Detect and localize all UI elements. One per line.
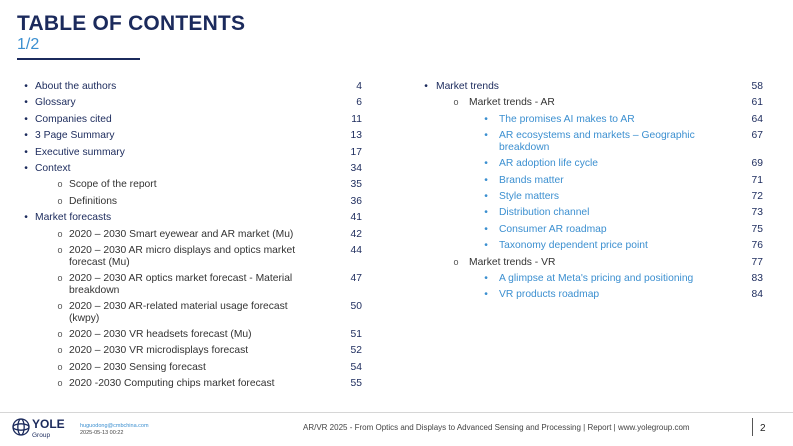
toc-entry-label: About the authors: [35, 81, 117, 92]
toc-entry-label: 2020 – 2030 Sensing forecast: [69, 361, 206, 373]
toc-page-number: 83: [751, 273, 763, 284]
toc-page-number: 58: [751, 81, 763, 92]
toc-bullet: •: [24, 146, 28, 158]
toc-bullet: o: [453, 97, 459, 108]
toc-page-number: 54: [350, 361, 362, 373]
toc-page-number: 67: [751, 130, 763, 142]
toc-bullet: •: [484, 223, 488, 235]
toc-bullet: •: [484, 240, 488, 252]
toc-page-number: 11: [351, 113, 362, 125]
toc-bullet: •: [484, 289, 488, 301]
toc-bullet: o: [57, 329, 63, 339]
toc-entry-label: 2020 – 2030 Smart eyewear and AR market (Mu): [69, 228, 294, 240]
toc-entry-label-cont: breakdown: [69, 285, 120, 296]
toc-bullet: •: [24, 97, 28, 109]
footer-date: 2025-05-13 00:22: [80, 430, 124, 436]
toc-page-number: 55: [350, 378, 362, 390]
toc-page-number: 34: [350, 163, 362, 174]
toc-bullet: •: [484, 207, 488, 219]
toc-entry-label: 2020 -2030 Computing chips market forecast: [69, 378, 275, 390]
toc-bullet: •: [24, 130, 28, 142]
toc-entry-label: 2020 – 2030 AR optics market forecast - Material: [69, 273, 293, 284]
toc-entry-label: Brands matter: [499, 174, 564, 186]
toc-entry-label: Glossary: [35, 97, 76, 109]
toc-entry-label: 2020 – 2030 AR micro displays and optics market: [69, 245, 296, 256]
toc-entry-label: Scope of the report: [69, 179, 157, 191]
page-number: 2: [760, 423, 766, 434]
toc-page-number: 42: [350, 228, 362, 240]
toc-bullet: •: [484, 158, 488, 170]
toc-bullet: •: [24, 113, 28, 125]
toc-entry-label: 2020 – 2030 AR-related material usage forecast: [69, 301, 288, 312]
toc-entry-label: Market trends - VR: [469, 256, 556, 268]
toc-entry-label: AR ecosystems and markets – Geographic: [499, 130, 695, 142]
toc-entry-label-cont: forecast (Mu): [69, 257, 130, 268]
toc-page-number: 72: [751, 191, 763, 202]
toc-page-number: 4: [356, 81, 362, 92]
footer-email: huguodong@cmbchina.com 2025-05-13 00:22: [80, 423, 149, 436]
toc-bullet: o: [57, 228, 63, 239]
toc-bullet: •: [484, 174, 488, 186]
page-subtitle: 1/2: [17, 36, 40, 53]
toc-page-number: 36: [350, 195, 362, 207]
toc-bullet: o: [453, 256, 459, 267]
toc-page-number: 50: [350, 301, 362, 312]
toc-entry-label-cont: (kwpy): [69, 313, 100, 324]
toc-bullet: •: [484, 130, 488, 142]
toc-bullet: o: [57, 378, 63, 389]
toc-page-number: 77: [751, 256, 763, 268]
toc-page-number: 35: [350, 179, 362, 191]
toc-bullet: o: [57, 245, 63, 255]
toc-bullet: •: [424, 81, 428, 92]
toc-page-number: 13: [350, 130, 362, 142]
toc-bullet: •: [484, 113, 488, 125]
toc-page-number: 51: [350, 329, 362, 340]
footer-divider: [0, 412, 793, 413]
toc-entry-label: 3 Page Summary: [35, 130, 115, 142]
toc-page-number: 6: [356, 97, 362, 109]
toc-page-number: 17: [350, 146, 362, 158]
toc-entry-label: Executive summary: [35, 146, 125, 158]
toc-page-number: 71: [751, 174, 763, 186]
footer-text: AR/VR 2025 - From Optics and Displays to Advanced Sensing and Processing | Report | www.yolegroup.com: [303, 423, 690, 432]
toc-bullet: o: [57, 361, 63, 372]
toc-bullet: o: [57, 301, 63, 311]
toc-entry-label: Context: [35, 163, 71, 174]
toc-entry-label: Distribution channel: [499, 207, 590, 219]
toc-entry-label: Market trends: [436, 81, 499, 92]
toc-page-number: 69: [751, 158, 763, 170]
toc-entry-label: Companies cited: [35, 113, 112, 125]
toc-entry-label: Style matters: [499, 191, 560, 202]
toc-bullet: •: [484, 191, 488, 202]
footer-separator: [752, 418, 753, 436]
toc-entry-label: 2020 – 2030 VR microdisplays forecast: [69, 345, 249, 357]
page-title: TABLE OF CONTENTS: [17, 12, 246, 35]
logo-text: YOLE: [32, 417, 65, 431]
toc-entry-label: Taxonomy dependent price point: [499, 240, 648, 252]
toc-entry-label: AR adoption life cycle: [499, 158, 599, 170]
toc-entry-label-cont: breakdown: [499, 142, 550, 154]
toc-page-number: 41: [350, 212, 362, 224]
toc-page-number: 47: [350, 273, 362, 284]
toc-entry-label: Market trends - AR: [469, 97, 555, 109]
toc-page-number: 44: [350, 245, 362, 256]
toc-entry-label: The promises AI makes to AR: [499, 113, 635, 125]
toc-bullet: o: [57, 195, 63, 206]
toc-page-number: 75: [751, 223, 763, 235]
toc-entry-label: Market forecasts: [35, 212, 112, 224]
toc-bullet: o: [57, 345, 63, 356]
toc-page-number: 64: [751, 113, 763, 125]
toc-entry-label: A glimpse at Meta's pricing and positioning: [499, 273, 694, 284]
toc-bullet: •: [484, 273, 488, 284]
logo-subtext: Group: [32, 432, 51, 439]
toc-entry-label: 2020 – 2030 VR headsets forecast (Mu): [69, 329, 252, 340]
yole-logo: [10, 413, 80, 441]
toc-page-number: 52: [350, 345, 362, 357]
toc-bullet: o: [57, 179, 63, 190]
toc-bullet: •: [24, 81, 28, 92]
toc-page-number: 76: [751, 240, 763, 252]
toc-bullet: •: [24, 212, 28, 224]
toc-entry-label: Consumer AR roadmap: [499, 223, 607, 235]
toc-page-number: 84: [751, 289, 763, 301]
toc-page-number: 61: [751, 97, 763, 109]
toc-entry-label: Definitions: [69, 195, 118, 207]
toc-bullet: o: [57, 273, 63, 283]
toc-bullet: •: [24, 163, 28, 174]
toc-page-number: 73: [751, 207, 763, 219]
toc-entry-label: VR products roadmap: [499, 289, 600, 301]
